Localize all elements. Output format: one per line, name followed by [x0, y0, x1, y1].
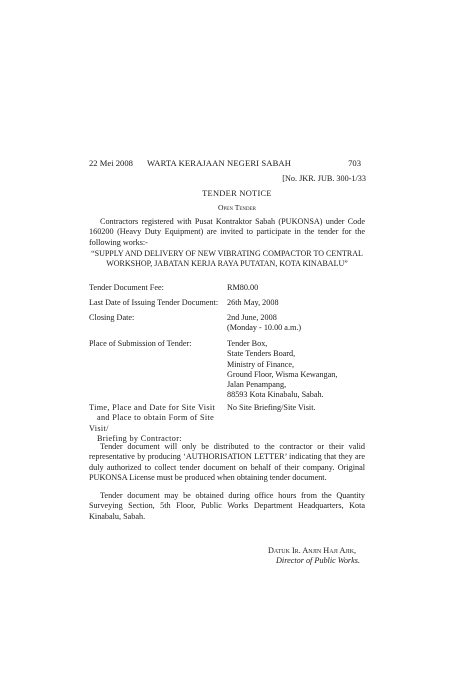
address-line: Ground Floor, Wisma Kewangan,: [227, 369, 338, 379]
site-visit-label-line: Briefing by Contractor:: [97, 433, 182, 443]
closing-label: Closing Date:: [89, 313, 135, 322]
address-line: Ministry of Finance,: [227, 359, 295, 369]
header-date: 22 Mei 2008: [89, 158, 133, 168]
header-page-number: 703: [348, 158, 361, 168]
header-publication: WARTA KERAJAAN NEGERI SABAH: [147, 158, 292, 168]
notice-title: TENDER NOTICE: [202, 189, 272, 198]
submission-label: Place of Submission of Tender:: [89, 339, 192, 348]
obtain-paragraph: [89, 491, 365, 522]
distribution-text: Tender document will only be distributed to the contractor or their valid representative by producing ‘AUTHORISATION LETTER’ indicating that they are duly authorized to collect tender document on behalf of their company. Original PUKONSA License must be produced when obtaining tender document.: [89, 442, 365, 482]
closing-value: [227, 313, 367, 334]
obtain-text: Tender document may be obtained during office hours from the Quantity Surveying Section, 5th Floor, Public Works Department Headquarters, Kota Kinabalu, Sabah.: [89, 491, 365, 521]
site-visit-label: [89, 403, 229, 444]
intro-text: Contractors registered with Pusat Kontraktor Sabah (PUKONSA) under Code 160200 (Heavy Duty Equipment) are invited to participate in the tender for the following works:-: [89, 217, 365, 247]
intro-paragraph: [89, 217, 365, 248]
last-issue-label: Last Date of Issuing Tender Document:: [89, 298, 219, 307]
fee-value: RM80.00: [227, 283, 259, 292]
works-title: “SUPPLY AND DELIVERY OF NEW VIBRATING COMPACTOR TO CENTRAL WORKSHOP, JABATAN KERJA RAYA PUTATAN, KOTA KINABALU”: [91, 249, 363, 269]
site-visit-value: No Site Briefing/Site Visit.: [227, 403, 316, 412]
signature-block: [268, 546, 360, 567]
distribution-paragraph: [89, 442, 365, 483]
address-line: Jalan Penampang,: [227, 380, 287, 390]
address-line: 88593 Kota Kinabalu, Sabah.: [227, 390, 324, 400]
signatory-designation: Director of Public Works.: [276, 556, 360, 566]
reference-number: [No. JKR. JUB. 300-1/33: [282, 174, 366, 183]
submission-address: [227, 339, 367, 401]
closing-time: (Monday - 10.00 a.m.): [227, 323, 302, 333]
site-visit-label-line: and Place to obtain Form of Site Visit/: [89, 413, 215, 433]
site-visit-label-line: Time, Place and Date for Site Visit: [89, 403, 216, 412]
notice-subtitle: Open Tender: [218, 203, 256, 212]
signatory-name: Datuk Ir. Anjin Haji Ajik,: [268, 546, 357, 555]
address-line: State Tenders Board,: [227, 349, 296, 359]
closing-date: 2nd June, 2008: [227, 313, 277, 322]
address-line: Tender Box,: [227, 339, 268, 348]
last-issue-value: 26th May, 2008: [227, 298, 279, 307]
fee-label: Tender Document Fee:: [89, 283, 164, 292]
